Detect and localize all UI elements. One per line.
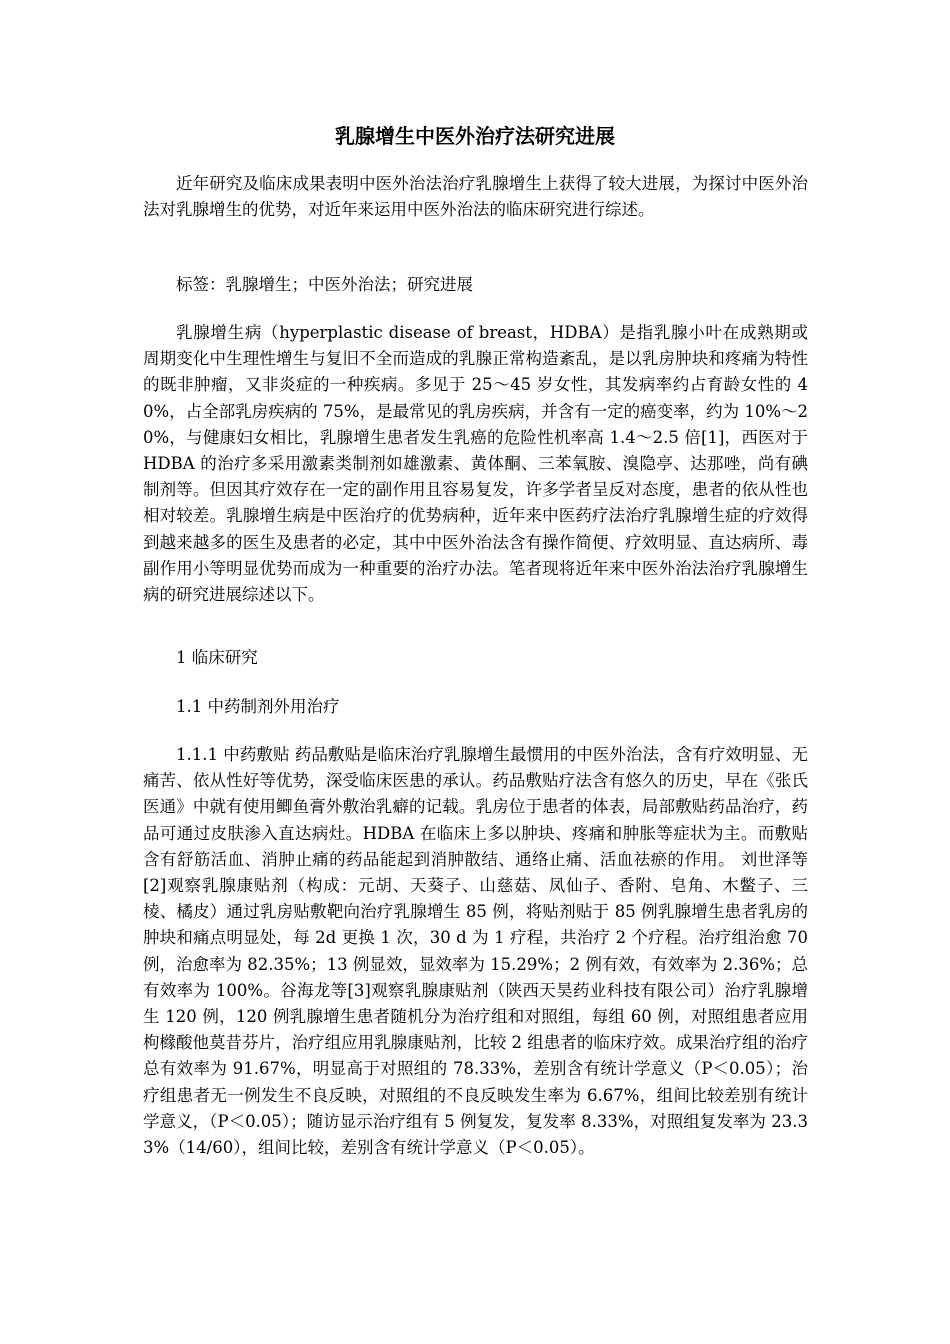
keywords-line: 标签：乳腺增生；中医外治法；研究进展 [176,275,473,294]
abstract-paragraph: 近年研究及临床成果表明中医外治法治疗乳腺增生上获得了较大进展，为探讨中医外治法对乳腺增生的优势，对近年来运用中医外治法的临床研究进行综述。 [143,174,808,220]
document-title: 乳腺增生中医外治疗法研究进展 [335,124,615,148]
section-heading-1-1: 1.1 中药制剂外用治疗 [176,697,340,716]
intro-paragraph: 乳腺增生病（hyperplastic disease of breast，HDBA）是指乳腺小叶在成熟期或周期变化中生理性增生与复旧不全而造成的乳腺正常构造紊乱，是以乳房肿块和疼痛为特性的既非肿瘤，又非炎症的一种疾病。多见于 25～45 岁女性，其发病率约占育龄女性的 40%，占全部乳房疾病的 75%，是最常见的乳房疾病，并含有一定的癌变率，约为 10%～20%，与健康妇女相比，乳腺增生患者发生乳癌的危险性机率高 1.4～2.5 倍[1]，西医对于 HDBA 的治疗多采用激素类制剂如雄激素、黄体酮、三苯氧胺、溴隐亭、达那唑，尚有碘制剂等。但因其疗效存在一定的副作用且容易复发，许多学者呈反对态度，患者的依从性也相对较差。乳腺增生病是中医治疗的优势病种，近年来中医药疗法治疗乳腺增生症的疗效得到越来越多的医生及患者的必定，其中中医外治法含有操作简便、疗效明显、直达病所、毒副作用小等明显优势而成为一种重要的治疗办法。笔者现将近年来中医外治法治疗乳腺增生病的研究进展综述以下。 [143,323,809,605]
section-1-1-1-paragraph: 1.1.1 中药敷贴 药品敷贴是临床治疗乳腺增生最惯用的中医外治法，含有疗效明显、无痛苦、依从性好等优势，深受临床医患的承认。药品敷贴疗法含有悠久的历史，早在《张氏医通》中就有使用鲫鱼膏外敷治乳癖的记载。乳房位于患者的体表，局部敷贴药品治疗，药品可通过皮肤渗入直达病灶。HDBA 在临床上多以肿块、疼痛和肿胀等症状为主。而敷贴含有舒筋活血、消肿止痛的药品能起到消肿散结、通络止痛、活血祛瘀的作用。 刘世泽等[2]观察乳腺康贴剂（构成：元胡、天葵子、山慈菇、凤仙子、香附、皂角、木鳖子、三棱、橘皮）通过乳房贴敷靶向治疗乳腺增生 85 例，将贴剂贴于 85 例乳腺增生患者乳房的肿块和痛点明显处，每 2d 更换 1 次，30 d 为 1 疗程，共治疗 2 个疗程。治疗组治愈 70 例，治愈率为 82.35%；13 例显效，显效率为 15.29%；2 例有效，有效率为 2.36%；总有效率为 100%。谷海龙等[3]观察乳腺康贴剂（陕西天昊药业科技有限公司）治疗乳腺增生 120 例，120 例乳腺增生患者随机分为治疗组和对照组，每组 60 例，对照组患者应用枸橼酸他莫昔芬片，治疗组应用乳腺康贴剂，比较 2 组患者的临床疗效。成果治疗组的治疗总有效率为 91.67%，明显高于对照组的 78.33%，差别含有统计学意义（P＜0.05）；治疗组患者无一例发生不良反映，对照组的不良反映发生率为 6.67%，组间比较差别有统计学意义，（P＜0.05）；随访显示治疗组有 5 例复发，复发率 8.33%，对照组复发率为 23.33%（14/60），组间比较，差别含有统计学意义（P＜0.05）。 [143,745,808,1158]
section-heading-1: 1 临床研究 [176,648,258,667]
